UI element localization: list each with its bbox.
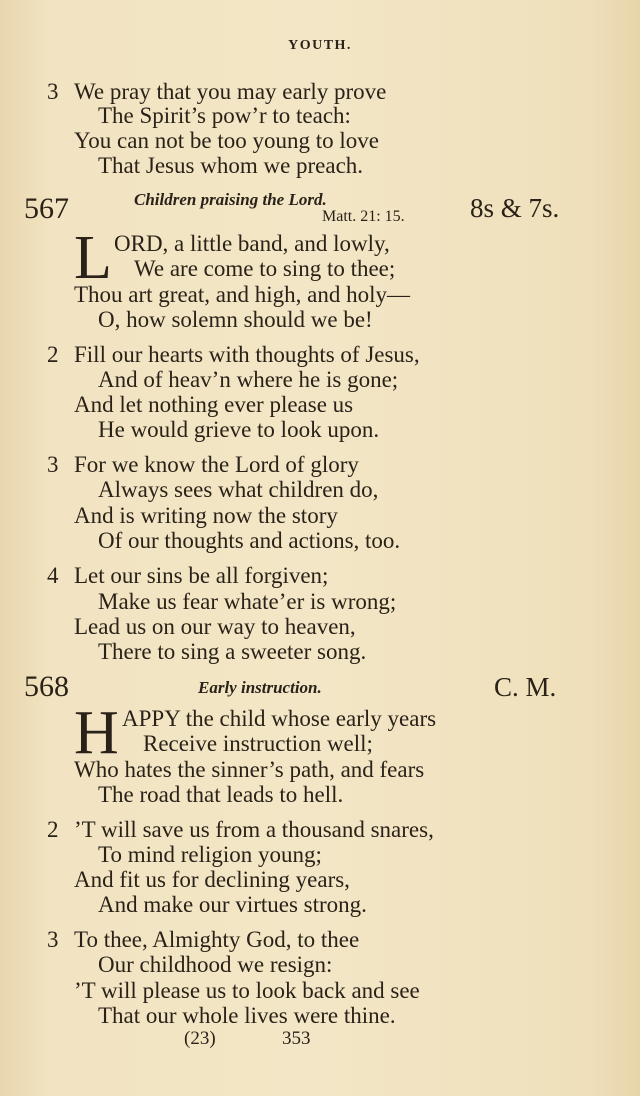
verse-number: 3 [47,79,59,104]
verse-line: The Spirit’s pow’r to teach: [98,103,351,128]
scripture-reference: Matt. 21: 15. [322,208,405,225]
verse-line: Lead us on our way to heaven, [74,614,356,639]
verse-line: We are come to sing to thee; [134,256,396,281]
verse-line: To mind religion young; [98,842,322,867]
verse-line: Receive instruction well; [143,731,373,756]
verse-line: There to sing a sweeter song. [98,639,367,664]
verse-line: Our childhood we resign: [98,952,333,977]
verse-line: That Jesus whom we preach. [98,153,364,178]
hymn-meter-568: C. M. [494,672,557,702]
verse-number: 2 [47,817,59,842]
verse-line: And fit us for declining years, [74,867,350,892]
verse-line: And make our virtues strong. [98,892,367,917]
verse-number: 4 [47,563,59,588]
page-number: 353 [282,1028,311,1049]
verse-line: You can not be too young to love [74,128,379,153]
verse-line: Thou art great, and high, and holy— [74,282,410,307]
verse-line: ’T will save us from a thousand snares, [74,817,434,842]
verse-number: 3 [47,452,59,477]
hymn-meter-567: 8s & 7s. [470,193,560,223]
verse-line: Who hates the sinner’s path, and fears [74,757,425,782]
verse-number: 2 [47,342,59,367]
signature-mark: (23) [184,1028,216,1049]
verse-line: O, how solemn should we be! [98,307,373,332]
running-head: YOUTH. [288,38,352,53]
verse-line: The road that leads to hell. [98,782,344,807]
verse-line: Of our thoughts and actions, too. [98,528,401,553]
verse-line: And let nothing ever please us [74,392,354,417]
drop-cap: H [74,699,119,767]
verse-line: Make us fear whate’er is wrong; [98,589,397,614]
verse-line: ORD, a little band, and lowly, [114,231,390,256]
verse-line: Always sees what children do, [98,477,379,502]
verse-line: And is writing now the story [74,503,338,528]
verse-line: Let our sins be all forgiven; [74,563,329,588]
verse-line: That our whole lives were thine. [98,1003,396,1028]
verse-line: ’T will please us to look back and see [74,978,420,1003]
verse-number: 3 [47,927,59,952]
hymn-number-568: 568 [24,670,69,703]
verse-line: APPY the child whose early years [122,706,437,731]
hymn-number-567: 567 [24,192,69,225]
drop-cap: L [74,224,112,292]
hymn-title-568: Early instruction. [198,678,322,697]
verse-line: Fill our hearts with thoughts of Jesus, [74,342,420,367]
hymn-title-567: Children praising the Lord. [134,190,327,209]
verse-line: We pray that you may early prove [74,79,387,104]
verse-line: He would grieve to look upon. [98,417,380,442]
verse-line: For we know the Lord of glory [74,452,359,477]
verse-line: To thee, Almighty God, to thee [74,927,360,952]
verse-line: And of heav’n where he is gone; [98,367,399,392]
